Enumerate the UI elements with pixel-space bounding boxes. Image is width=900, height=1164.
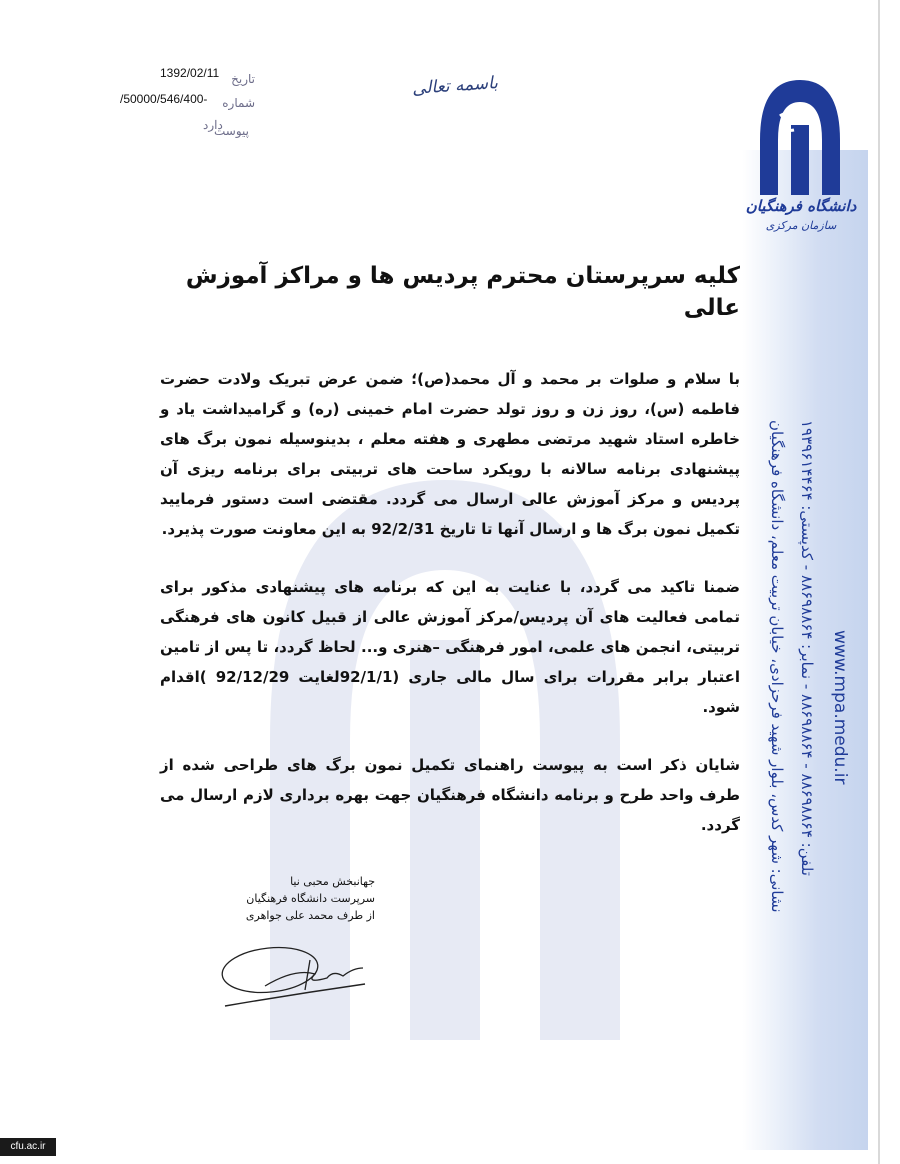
paragraph: ضمنا تاکید می گردد، با عنایت به این که برنامه های پیشنهادی مذکور برای تمامی فعالیت های آن پردیس/مرکز آموزش عالی از قبیل کانون های فرهنگی تربیتی، انجمن های علمی، امور فرهنگی –هنری و... لحاظ گردد، تا پس از تامین اعتبار برابر مقررات برای سال مالی جاری (92/1/1لغایت 92/12/29 )اقدام شود.	[160, 578, 741, 716]
page-edge	[878, 0, 880, 1164]
handwritten-signature	[215, 938, 375, 1013]
date-label: تاریخ	[231, 72, 255, 86]
signer-on-behalf: از طرف محمد علی جواهری	[245, 909, 375, 922]
date-value: 1392/02/11	[160, 66, 220, 80]
phone-text: تلفن: ۸۸۶۹۸۸۶۴ - ۸۸۶۹۸۸۶۴ - نمابر: ۸۸۶۹۸۸۶۴ - کدپستی: ۱۹۳۹۶۱۴۴۶۴	[798, 420, 816, 876]
signer-position: سرپرست دانشگاه فرهنگیان	[246, 892, 375, 905]
website-text: www.mpa.medu.ir	[830, 630, 850, 785]
logo-subtitle: سازمان مرکزی	[765, 219, 837, 232]
paragraph: شایان ذکر است به پیوست راهنمای تکمیل نمون برگ های طراحی شده از طرف واحد طرح و برنامه دانشگاه فرهنگیان جهت بهره برداری لازم ارسال می گردد.	[160, 756, 740, 834]
number-label: شماره	[222, 96, 255, 110]
signature-block	[230, 873, 375, 924]
document-meta	[115, 64, 255, 144]
university-logo-icon	[750, 70, 850, 200]
signer-name: جهانبخش محبی نیا	[290, 875, 375, 888]
invocation: باسمه تعالی	[411, 73, 499, 99]
source-badge: cfu.ac.ir	[0, 1138, 56, 1156]
side-contact-info	[760, 420, 860, 960]
logo-caption	[742, 197, 860, 232]
attachment-label: پیوست	[214, 124, 249, 138]
letter-body	[160, 260, 740, 868]
letter-title: کلیه سرپرستان محترم پردیس ها و مراکز آموزش عالی	[185, 263, 740, 321]
paragraph: با سلام و صلوات بر محمد و آل محمد(ص)؛ ضمن عرض تبریک ولادت حضرت فاطمه (س)، روز زن و روز تولد حضرت امام خمینی (ره) و گرامیداشت یاد و خاطره استاد شهید مرتضی مطهری و هفته معلم ، بدینوسیله نمون برگ های پیشنهادی برنامه سالانه با رویکرد ساحت های تربیتی برای برنامه ریزی آن پردیس و مرکز آموزش عالی ارسال می گردد. مقتضی است دستور فرمایید تکمیل نمون برگ ها و ارسال آنها تا تاریخ 92/2/31 به این معاونت صورت پذیرد.	[160, 370, 740, 538]
attachment-value: دارد	[203, 118, 223, 132]
address-text: نشانی: شهر کدس، بلوار شهید فرحزادی، خیابان تربیت معلم، دانشگاه فرهنگیان	[768, 420, 786, 913]
number-value: /50000/546/400-	[120, 92, 208, 106]
logo-name: دانشگاه فرهنگیان	[745, 197, 857, 215]
